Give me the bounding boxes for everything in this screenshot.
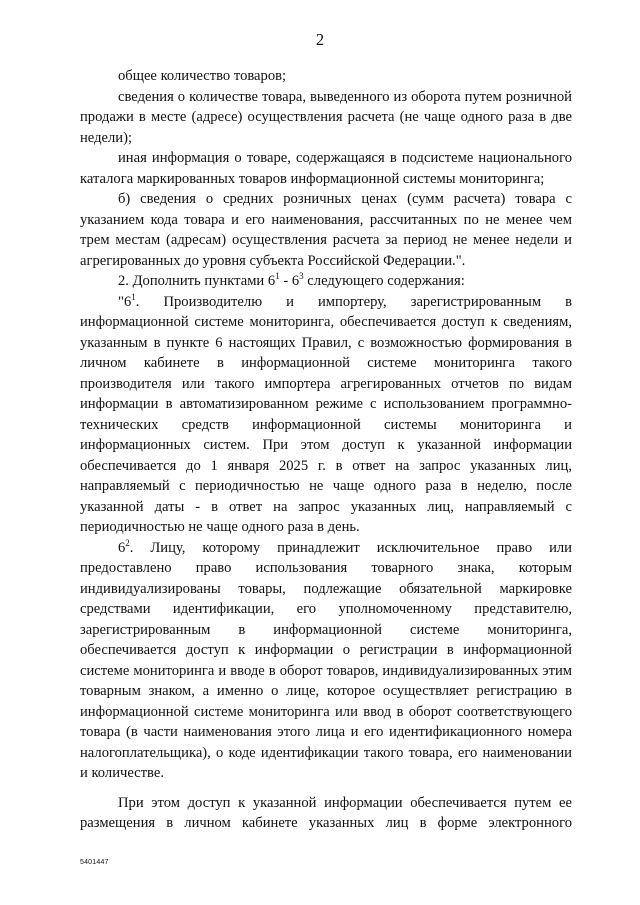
paragraph-retail-sales: сведения о количестве товара, выведенного из оборота путем розничной продажи в месте (адресе) осуществления расчета (не чаще одного раза в две недели); bbox=[80, 88, 572, 146]
paragraph-item-b: б) сведения о средних розничных ценах (сумм расчета) товара с указанием кода товара и его наименования, рассчитанных по не менее чем трем местам (адресам) осуществления расчета за период не менее недели и агрегированных до уровня субъекта Российской Федерации.". bbox=[80, 191, 572, 269]
page-number: 2 bbox=[315, 30, 325, 49]
footer-code: 5401447 bbox=[80, 859, 109, 866]
paragraph-access-placement: При этом доступ к указанной информации обеспечивается путем ее размещения в личном кабинете указанных лиц в форме электронного bbox=[80, 794, 572, 831]
document-body bbox=[80, 66, 572, 834]
paragraph-clause-6-1: "$6^1$. Производителю и импортеру, зарегистрированным в информационной системе мониторинга, обеспечивается доступ к сведениям, указанным в пункте 6 настоящих Правил, с возможностью формирования в личном кабинете в информационной системе мониторинга такого производителя или такого импортера агрегированных отчетов по видам информации в автоматизированном режиме с использованием программно-технических средств информационной системы мониторинга и информационных систем. При этом доступ к указанной информации обеспечивается до 1 января 2025 г. в ответ на запрос указанных лиц, направляемый с периодичностью не чаще одного раза в неделю, после указанной даты - в ответ на запрос указанных лиц, направляемый с периодичностью не чаще одного раза в день. bbox=[80, 291, 572, 535]
paragraph-amendment-2: 2. Дополнить пунктами $6^1 - 6^3$ следующего содержания: bbox=[118, 271, 465, 289]
paragraph-other-info: иная информация о товаре, содержащаяся в подсистеме национального каталога маркированных товаров информационной системы мониторинга; bbox=[80, 150, 572, 187]
paragraph-total-quantity: общее количество товаров; bbox=[118, 68, 287, 84]
paragraph-clause-6-2: $6^2$. Лицу, которому принадлежит исключительное право или предоставлено право использования товарного знака, которым индивидуализированы товары, подлежащие обязательной маркировке средствами идентификации, его уполномоченному представителю, зарегистрированным в информационной системе мониторинга, обеспечивается доступ к информации о регистрации в информационной системе мониторинга и вводе в оборот товаров, индивидуализированных этим товарным знаком, а именно о лице, которое осуществляет регистрацию в информационной системе мониторинга или ввод в оборот соответствующего товара (в части наименования этого лица и его идентификационного номера налогоплательщика), о коде идентификации такого товара, его наименовании и количестве. bbox=[80, 537, 572, 781]
